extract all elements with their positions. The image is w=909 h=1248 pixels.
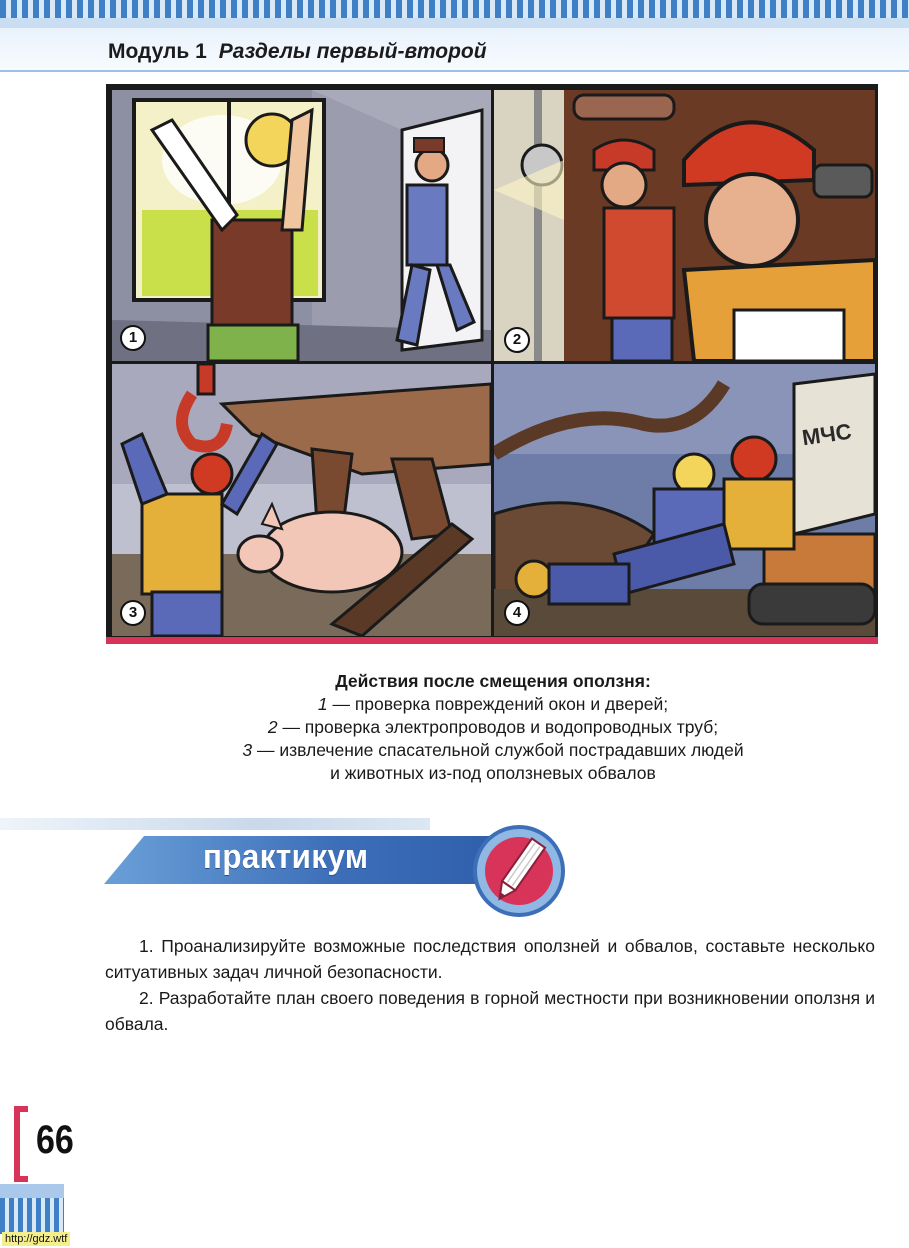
panel-number: 3 <box>120 600 146 626</box>
task-1: 1. Проанализируйте возможные последствия оползней и обвалов, составьте несколько ситуативных задач личной безопасности. <box>105 936 875 982</box>
illustration-underline <box>106 637 878 644</box>
panel-3-drawing <box>112 364 491 636</box>
panel-1-window-door-check <box>112 90 491 361</box>
panel-number: 1 <box>120 325 146 351</box>
comic-illustration <box>106 84 878 639</box>
panel-3-animal-rescue <box>112 364 491 636</box>
running-header <box>108 40 487 64</box>
caption-title: Действия после смещения оползня: <box>335 671 651 691</box>
practicum-label: практикум <box>203 838 369 876</box>
bottom-decorative-strip <box>0 1184 64 1234</box>
illustration-caption <box>110 670 876 785</box>
panel-4-drawing <box>494 364 875 636</box>
section-label: Разделы первый-второй <box>218 40 487 63</box>
page-number: 66 <box>36 1118 74 1162</box>
task-2: 2. Разработайте план своего поведения в горной местности при возникновении оползня и обвала. <box>105 988 875 1034</box>
panel-4-people-rescue <box>494 364 875 636</box>
practicum-tasks <box>105 933 875 1037</box>
page-number-bracket <box>14 1106 28 1182</box>
caption-item-3-continuation: и животных из-под оползневых обвалов <box>330 763 656 783</box>
pencil-icon <box>471 823 567 919</box>
caption-item-3: 3 — извлечение спасательной службой пострадавших людей <box>242 740 744 760</box>
caption-item-2: 2 — проверка электропроводов и водопроводных труб; <box>267 717 719 737</box>
rescue-vehicle-sign: МЧС <box>800 418 854 451</box>
panel-number: 2 <box>504 327 530 353</box>
caption-item-1: 1 — проверка повреждений окон и дверей; <box>317 694 669 714</box>
panel-2-wiring-pipes-check <box>494 90 875 361</box>
top-decorative-strip <box>0 0 909 28</box>
watermark-link[interactable]: http://gdz.wtf <box>2 1232 70 1246</box>
panel-1-drawing <box>112 90 491 361</box>
panel-2-drawing <box>494 90 875 361</box>
practicum-decorative-strip <box>0 818 430 830</box>
panel-number: 4 <box>504 600 530 626</box>
module-label: Модуль 1 <box>108 40 207 63</box>
